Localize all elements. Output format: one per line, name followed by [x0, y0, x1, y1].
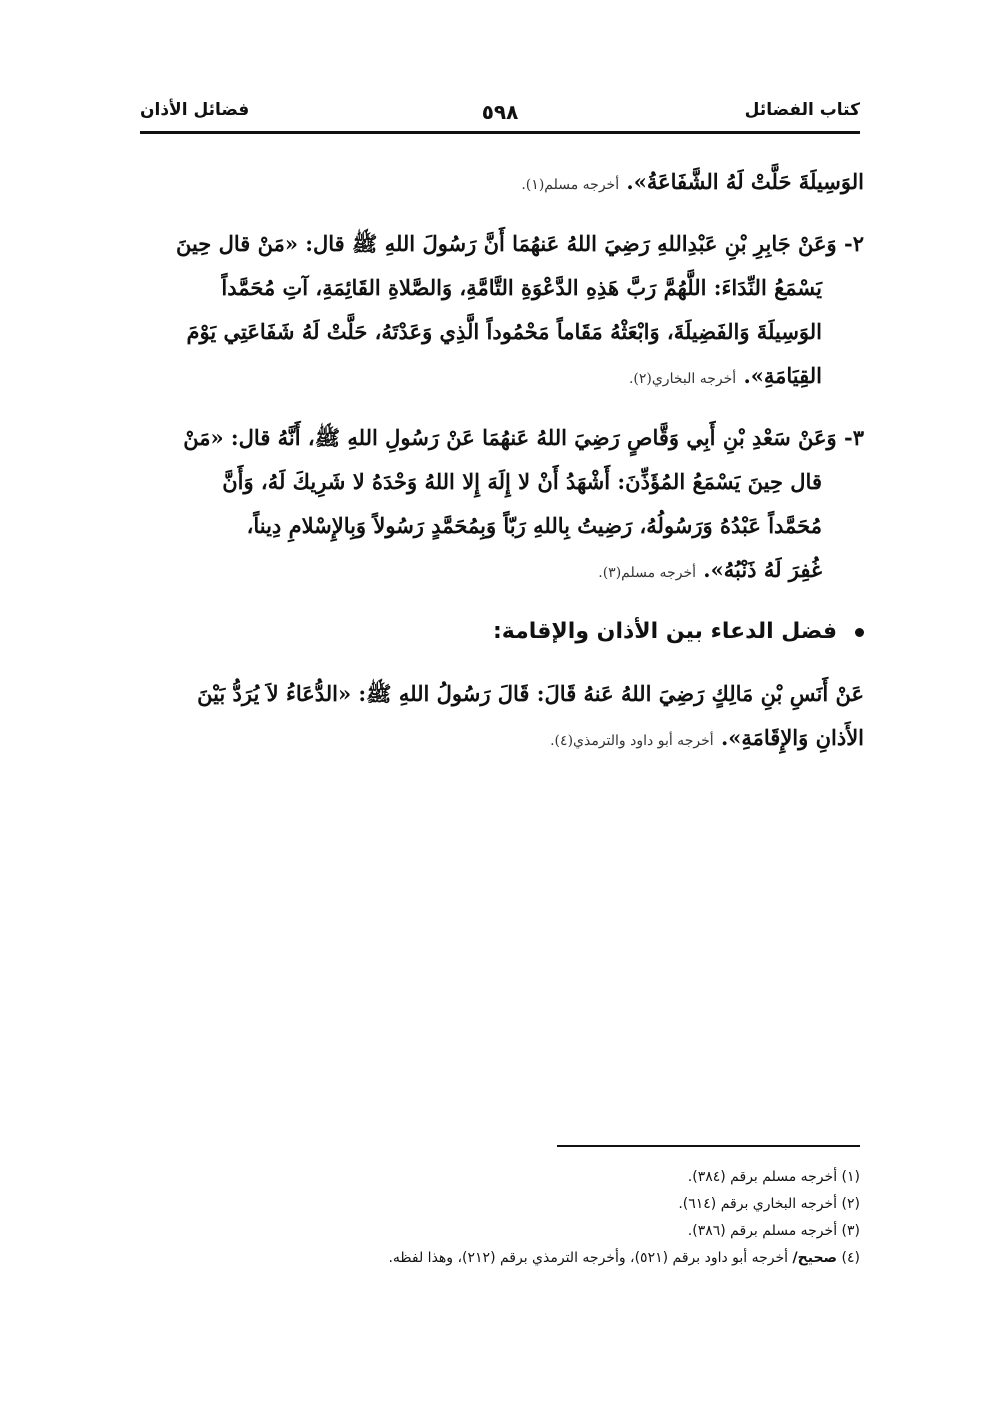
hadith-text: القِيَامَةِ».: [743, 363, 822, 388]
footnote: [140, 1245, 860, 1272]
hadith-source: أخرجه البخاري(٢).: [628, 371, 737, 387]
header-divider: [140, 131, 860, 134]
footnote: [140, 1218, 860, 1245]
footnote-number: (٢): [841, 1196, 860, 1212]
footnote-text: أخرجه أبو داود برقم (٥٢١)، وأخرجه الترمذي برقم (٢١٢)، وهذا لفظه.: [388, 1250, 789, 1266]
hadith-2: [140, 222, 864, 398]
footnote-text: أخرجه مسلم برقم (٣٨٦).: [687, 1223, 838, 1239]
hadith-source: أخرجه مسلم(١).: [521, 177, 620, 193]
hadith-2-line: ٢- وَعَنْ جَابِرِ بْنِ عَبْدِاللهِ رَضِيَ اللهُ عَنهُمَا أَنَّ رَسُولَ اللهِ ﷺ قال: «مَنْ قال حِينَ: [175, 231, 864, 256]
hadith-3: [140, 416, 864, 592]
page-header: [140, 96, 860, 130]
hadith-1-continuation: [140, 160, 864, 204]
hadith-4-line: عَنْ أَنَسِ بْنِ مَالِكٍ رَضِيَ اللهُ عَنهُ قَالَ: قَالَ رَسُولُ اللهِ ﷺ: «الدُّعَاءُ لاَ يُرَدُّ بَيْنَ: [197, 681, 864, 706]
hadith-3-line: قال حِينَ يَسْمَعُ المُؤَذِّنَ: أَشْهَدُ أَنْ لا إِلَهَ إِلا اللهُ وَحْدَهُ لا شَرِيكَ لَهُ، وَأَنَّ: [222, 469, 822, 494]
footnote-divider: [557, 1145, 860, 1147]
footnote-number: (٤): [841, 1250, 860, 1266]
footnote-number: (٣): [841, 1223, 860, 1239]
hadith-text: الأَذانِ وَالإِقَامَةِ».: [720, 725, 864, 750]
footnote-text: أخرجه البخاري برقم (٦١٤).: [678, 1196, 838, 1212]
footnote-number: (١): [841, 1169, 860, 1185]
footnote: [140, 1164, 860, 1191]
footnote-text: أخرجه مسلم برقم (٣٨٤).: [687, 1169, 838, 1185]
hadith-3-line: [140, 548, 864, 592]
hadith-source: أخرجه مسلم(٣).: [598, 565, 696, 581]
footnote-grade: صحيح/: [792, 1250, 838, 1266]
page-number: ٥٩٨: [481, 100, 519, 124]
section-title: فضائل الأذان: [140, 100, 250, 120]
footnotes: [140, 1164, 860, 1272]
page-body: [140, 160, 864, 760]
book-title: كتاب الفضائل: [744, 100, 860, 120]
bullet-icon: [855, 628, 864, 637]
section-heading-text: فضل الدعاء بين الأذان والإقامة:: [493, 619, 837, 644]
hadith-3-line: مُحَمَّداً عَبْدُهُ وَرَسُولُهُ، رَضِيتُ بِاللهِ رَبّاً وَبِمُحَمَّدٍ رَسُولاً وَبِالإِسْلامِ دِيناً،: [246, 513, 822, 538]
hadith-4: [140, 672, 864, 760]
hadith-3-line: ٣- وَعَنْ سَعْدِ بْنِ أَبِي وَقَّاصٍ رَضِيَ اللهُ عَنهُمَا عَنْ رَسُولِ اللهِ ﷺ، أَنَّهُ قال: «مَنْ: [183, 425, 864, 450]
hadith-4-line: [140, 716, 864, 760]
hadith-text: غُفِرَ لَهُ ذَنْبُهُ».: [703, 557, 822, 582]
hadith-text: الوَسِيلَةَ حَلَّتْ لَهُ الشَّفَاعَةُ».: [626, 169, 864, 194]
hadith-source: أخرجه أبو داود والترمذي(٤).: [550, 733, 714, 749]
hadith-2-line: [140, 354, 864, 398]
footnote: [140, 1191, 860, 1218]
hadith-2-line: يَسْمَعُ النِّدَاءَ: اللَّهُمَّ رَبَّ هَذِهِ الدَّعْوَةِ التَّامَّةِ، وَالصَّلاةِ القَائِمَةِ، آتِ مُحَمَّداً: [221, 275, 822, 300]
hadith-2-line: الوَسِيلَةَ وَالفَضِيلَةَ، وَابْعَثْهُ مَقَاماً مَحْمُوداً الَّذِي وَعَدْتَهُ، حَلَّتْ لَهُ شَفَاعَتِي يَوْمَ: [186, 319, 822, 344]
section-heading: [140, 610, 864, 654]
